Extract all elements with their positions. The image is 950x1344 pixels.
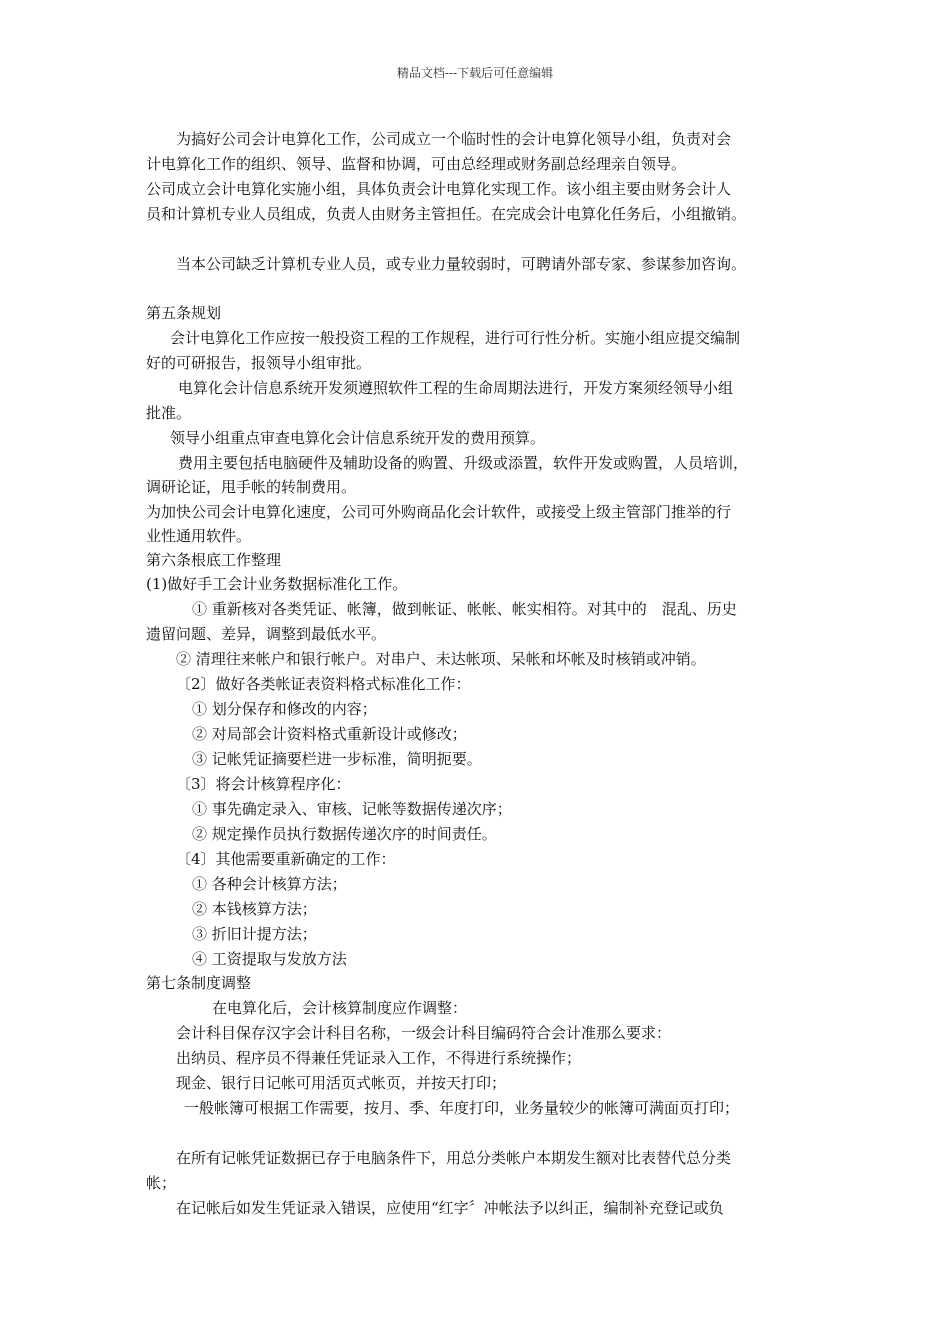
- text-line: 帐；: [146, 1174, 177, 1192]
- page-header: 精品文档---下载后可任意编辑: [396, 66, 554, 80]
- text-line: 当本公司缺乏计算机专业人员，或专业力量较弱时，可聘请外部专家、参谋参加咨询。: [176, 255, 747, 273]
- text-line: ② 规定操作员执行数据传递次序的时间责任。: [192, 825, 497, 843]
- text-line: 批准。: [146, 404, 192, 422]
- text-line: ④ 工资提取与发放方法: [192, 950, 347, 968]
- text-line: 计电算化工作的组织、领导、监督和协调，可由总经理或财务副总经理亲自领导。: [146, 155, 687, 173]
- text-line: ① 划分保存和修改的内容；: [192, 700, 377, 718]
- text-line: 〔2〕做好各类帐证表资料格式标准化工作：: [176, 675, 471, 693]
- text-line: 调研论证，甩手帐的转制费用。: [146, 478, 357, 496]
- text-line: 好的可研报告，报领导小组审批。: [146, 354, 372, 372]
- text-line: 在记帐后如发生凭证录入错误，应使用“红字〞冲帐法予以纠正，编制补充登记或负: [176, 1199, 724, 1217]
- text-line: 费用主要包括电脑硬件及辅助设备的购置、升级或添置，软件开发或购置，人员培训，: [178, 454, 749, 472]
- text-line: 在电算化后，会计核算制度应作调整：: [212, 999, 468, 1017]
- text-line: 一般帐簿可根据工作需要，按月、季、年度打印，业务量较少的帐簿可满面页打印；: [184, 1099, 740, 1117]
- text-line: 电算化会计信息系统开发须遵照软件工程的生命周期法进行，开发方案须经领导小组: [178, 379, 734, 397]
- text-line: 第七条制度调整: [146, 974, 252, 992]
- text-line: 会计科目保存汉字会计科目名称，一级会计科目编码符合会计准那么要求：: [176, 1024, 672, 1042]
- text-line: ① 重新核对各类凭证、帐簿，做到帐证、帐帐、帐实相符。对其中的 混乱、历史: [192, 600, 737, 618]
- text-line: 〔3〕将会计核算程序化：: [176, 775, 351, 793]
- text-line: 出纳员、程序员不得兼任凭证录入工作，不得进行系统操作；: [176, 1049, 582, 1067]
- text-line: ③ 记帐凭证摘要栏进一步标准，简明扼要。: [192, 750, 482, 768]
- text-line: 领导小组重点审查电算化会计信息系统开发的费用预算。: [170, 429, 546, 447]
- text-line: ① 事先确定录入、审核、记帐等数据传递次序；: [192, 800, 512, 818]
- text-line: 公司成立会计电算化实施小组，具体负责会计电算化实现工作。该小组主要由财务会计人: [146, 180, 732, 198]
- text-line: 业性通用软件。: [146, 527, 252, 545]
- text-line: ① 各种会计核算方法；: [192, 875, 347, 893]
- text-line: 第六条根底工作整理: [146, 551, 282, 569]
- text-line: (1)做好手工会计业务数据标准化工作。: [146, 575, 408, 593]
- text-line: 会计电算化工作应按一般投资工程的工作规程，进行可行性分析。实施小组应提交编制: [170, 329, 741, 347]
- text-line: 遗留问题、差异，调整到最低水平。: [146, 625, 387, 643]
- text-line: 〔4〕其他需要重新确定的工作：: [176, 850, 396, 868]
- text-line: ② 清理往来帐户和银行帐户。对串户、未达帐项、呆帐和坏帐及时核销或冲销。: [176, 650, 706, 668]
- text-line: ③ 折旧计提方法；: [192, 925, 317, 943]
- text-line: ② 对局部会计资料格式重新设计或修改；: [192, 725, 467, 743]
- text-line: ② 本钱核算方法；: [192, 900, 317, 918]
- text-line: 第五条规划: [146, 304, 222, 322]
- text-line: 现金、银行日记帐可用活页式帐页，并按天打印；: [176, 1074, 507, 1092]
- text-line: 员和计算机专业人员组成，负责人由财务主管担任。在完成会计电算化任务后，小组撤销。: [146, 205, 747, 223]
- text-line: 为加快公司会计电算化速度，公司可外购商品化会计软件，或接受上级主管部门推举的行: [146, 503, 732, 521]
- text-line: 为搞好公司会计电算化工作，公司成立一个临时性的会计电算化领导小组，负责对会: [176, 130, 732, 148]
- text-line: 在所有记帐凭证数据已存于电脑条件下，用总分类帐户本期发生额对比表替代总分类: [176, 1149, 732, 1167]
